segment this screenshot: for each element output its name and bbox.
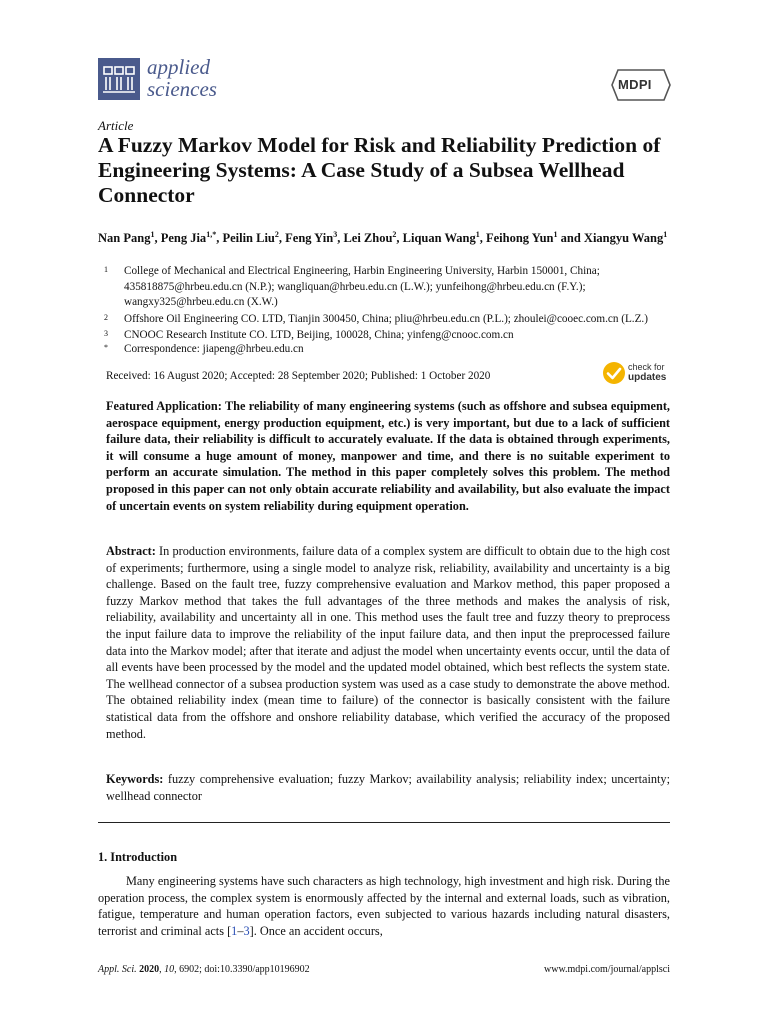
citation-range-separator: – — [237, 923, 244, 938]
publisher-logo — [610, 68, 672, 102]
author-separator: and — [557, 231, 584, 246]
featured-application — [106, 398, 670, 514]
affiliation-item — [104, 264, 684, 312]
publisher-name: MDPI — [618, 77, 652, 92]
author-separator: , — [154, 231, 161, 246]
author-name: Feng Yin — [285, 231, 334, 246]
author-name: Nan Pang — [98, 231, 151, 246]
abstract-label: Abstract: — [106, 544, 156, 558]
affiliation-text: Correspondence: jiapeng@hrbeu.edu.cn — [124, 343, 304, 355]
affiliation-text: College of Mechanical and Electrical Engineering, Harbin Engineering University, Harbin 150001, China; 435818875@hrbeu.edu.cn (N.P.); wangliquan@hrbeu.edu.cn (L.W.); yunfeihong@hrbeu.edu.cn (F.Y.); wangxy325@hrbeu.edu.cn (X.W.) — [124, 265, 600, 308]
footer-year: 2020 — [139, 964, 160, 975]
citation-link-3[interactable]: 3 — [243, 923, 250, 938]
affiliation-mark: 1 — [104, 265, 108, 274]
affiliation-mark: * — [104, 343, 108, 352]
author-affiliation-mark: 1 — [150, 230, 155, 239]
author-separator: , — [396, 231, 403, 246]
author-name: Peilin Liu — [222, 231, 275, 246]
intro-text-after: ]. Once an accident occurs, — [249, 923, 383, 938]
abstract-text: In production environments, failure data of a complex system are difficult to obtain due to the high cost of experiments; furthermore, using a single model to analyze risk, reliability, availability and uncertainty is a big challenge. Based on the fault tree, fuzzy comprehensive evaluation and Markov method, this paper proposed a fuzzy Markov method that takes the full advantages of the three methods and makes the analysis of risk, reliability, availability and uncertainty all in one. This method uses the fault tree and fuzzy theory to preprocess the input failure data to improve the reliability of the input failure data, and then input the preprocessed failure data into the Markov model; after that iterate and adjust the model when uncertainty events occur, until the data of all events have been processed by the model and the updated model obtained, which best reflects the system state. The wellhead connector of a subsea production system was used as a case study to demonstrate the above method. The obtained reliability index (mean time to failure) of the connector is basically consistent with the failure statistical data from the offshore and onshore reliability database, which verified the accuracy of the proposed method. — [106, 544, 671, 741]
paper-title: A Fuzzy Markov Model for Risk and Reliability Prediction of Engineering Systems: A Case Study of a Subsea Wellhead Connector — [98, 133, 661, 207]
introduction-paragraph — [98, 873, 670, 939]
author-name: Xiangyu Wang — [583, 231, 664, 246]
journal-emblem-icon — [98, 58, 140, 100]
keywords — [106, 771, 670, 804]
check-for-updates-badge[interactable] — [602, 361, 682, 387]
intro-text-before: Many engineering systems have such characters as high technology, high investment and high risk. During the operation process, the complex system is enormously affected by the internal and external loads, such as vibration, fatigue, temperature and human operation factors, even subjected to various hazards including natural disasters, terrorist and criminal acts [ — [98, 874, 670, 938]
author-list — [98, 226, 678, 247]
author-separator: , — [479, 231, 486, 246]
check-updates-line2: updates — [628, 372, 667, 383]
author-separator: , — [278, 231, 286, 246]
author-affiliation-mark: 1 — [663, 230, 668, 239]
footer-doi: , 6902; doi:10.3390/app10196902 — [174, 964, 310, 975]
affiliation-mark: 3 — [104, 329, 108, 338]
journal-name — [147, 56, 217, 100]
affiliation-item — [104, 312, 684, 328]
keywords-label: Keywords: — [106, 772, 164, 786]
featured-application-label: Featured Application: — [106, 399, 222, 413]
keywords-text: fuzzy comprehensive evaluation; fuzzy Markov; availability analysis; reliability index; uncertainty; wellhead connector — [106, 772, 670, 803]
author-name: Lei Zhou — [343, 231, 393, 246]
author-name: Feihong Yun — [486, 231, 554, 246]
author-affiliation-mark: 1,* — [206, 230, 217, 239]
footer-journal-url[interactable]: www.mdpi.com/journal/applsci — [544, 964, 670, 975]
check-updates-icon — [602, 361, 626, 385]
article-type: Article — [98, 118, 134, 133]
footer-volume: 10 — [164, 964, 175, 975]
affiliation-item — [104, 342, 684, 358]
author-name: Peng Jia — [160, 231, 207, 246]
check-updates-line1: check for — [628, 362, 665, 372]
journal-logo — [98, 55, 238, 104]
citation-link-1[interactable]: 1 — [231, 923, 238, 938]
author-separator: , — [216, 231, 223, 246]
section-divider — [98, 822, 670, 823]
author-affiliation-mark: 1 — [475, 230, 480, 239]
affiliation-mark: 2 — [104, 313, 108, 322]
section-heading-introduction: 1. Introduction — [98, 850, 178, 864]
author-affiliation-mark: 1 — [553, 230, 558, 239]
featured-application-text: The reliability of many engineering systems (such as offshore and subsea equipment, aerospace equipment, energy production equipment, etc.) is very important, but due to a lack of sufficient failure data, their reliability is difficult to accurately evaluate. If the data is obtained through experiments, it will consume a huge amount of money, manpower and time, and there is no suitable experiment to perform an accurate simulation. The method in this paper completely solves this problem. The method proposed in this paper can not only obtain accurate reliability and availability, but also evaluate the impact of uncertain events on system reliability during equipment operation. — [106, 399, 670, 513]
affiliation-text: Offshore Oil Engineering CO. LTD, Tianjin 300450, China; pliu@hrbeu.edu.cn (P.L.); zhoulei@cooec.com.cn (L.Z.) — [124, 313, 648, 325]
author-affiliation-mark: 2 — [274, 230, 279, 239]
journal-name-line2: sciences — [147, 77, 217, 101]
affiliation-text: CNOOC Research Institute CO. LTD, Beijing, 100028, China; yinfeng@cnooc.com.cn — [124, 329, 514, 341]
publication-dates: Received: 16 August 2020; Accepted: 28 September 2020; Published: 1 October 2020 — [106, 370, 491, 382]
journal-name-line1: applied — [147, 55, 210, 79]
footer-citation: Appl. Sci. 2020, 10, 6902; doi:10.3390/app10196902 — [98, 964, 310, 975]
author-affiliation-mark: 2 — [392, 230, 397, 239]
author-name: Liquan Wang — [402, 231, 476, 246]
footer-journal-abbr: Appl. Sci. — [98, 964, 137, 975]
author-separator: , — [337, 231, 344, 246]
abstract — [106, 543, 670, 742]
author-affiliation-mark: 3 — [333, 230, 338, 239]
